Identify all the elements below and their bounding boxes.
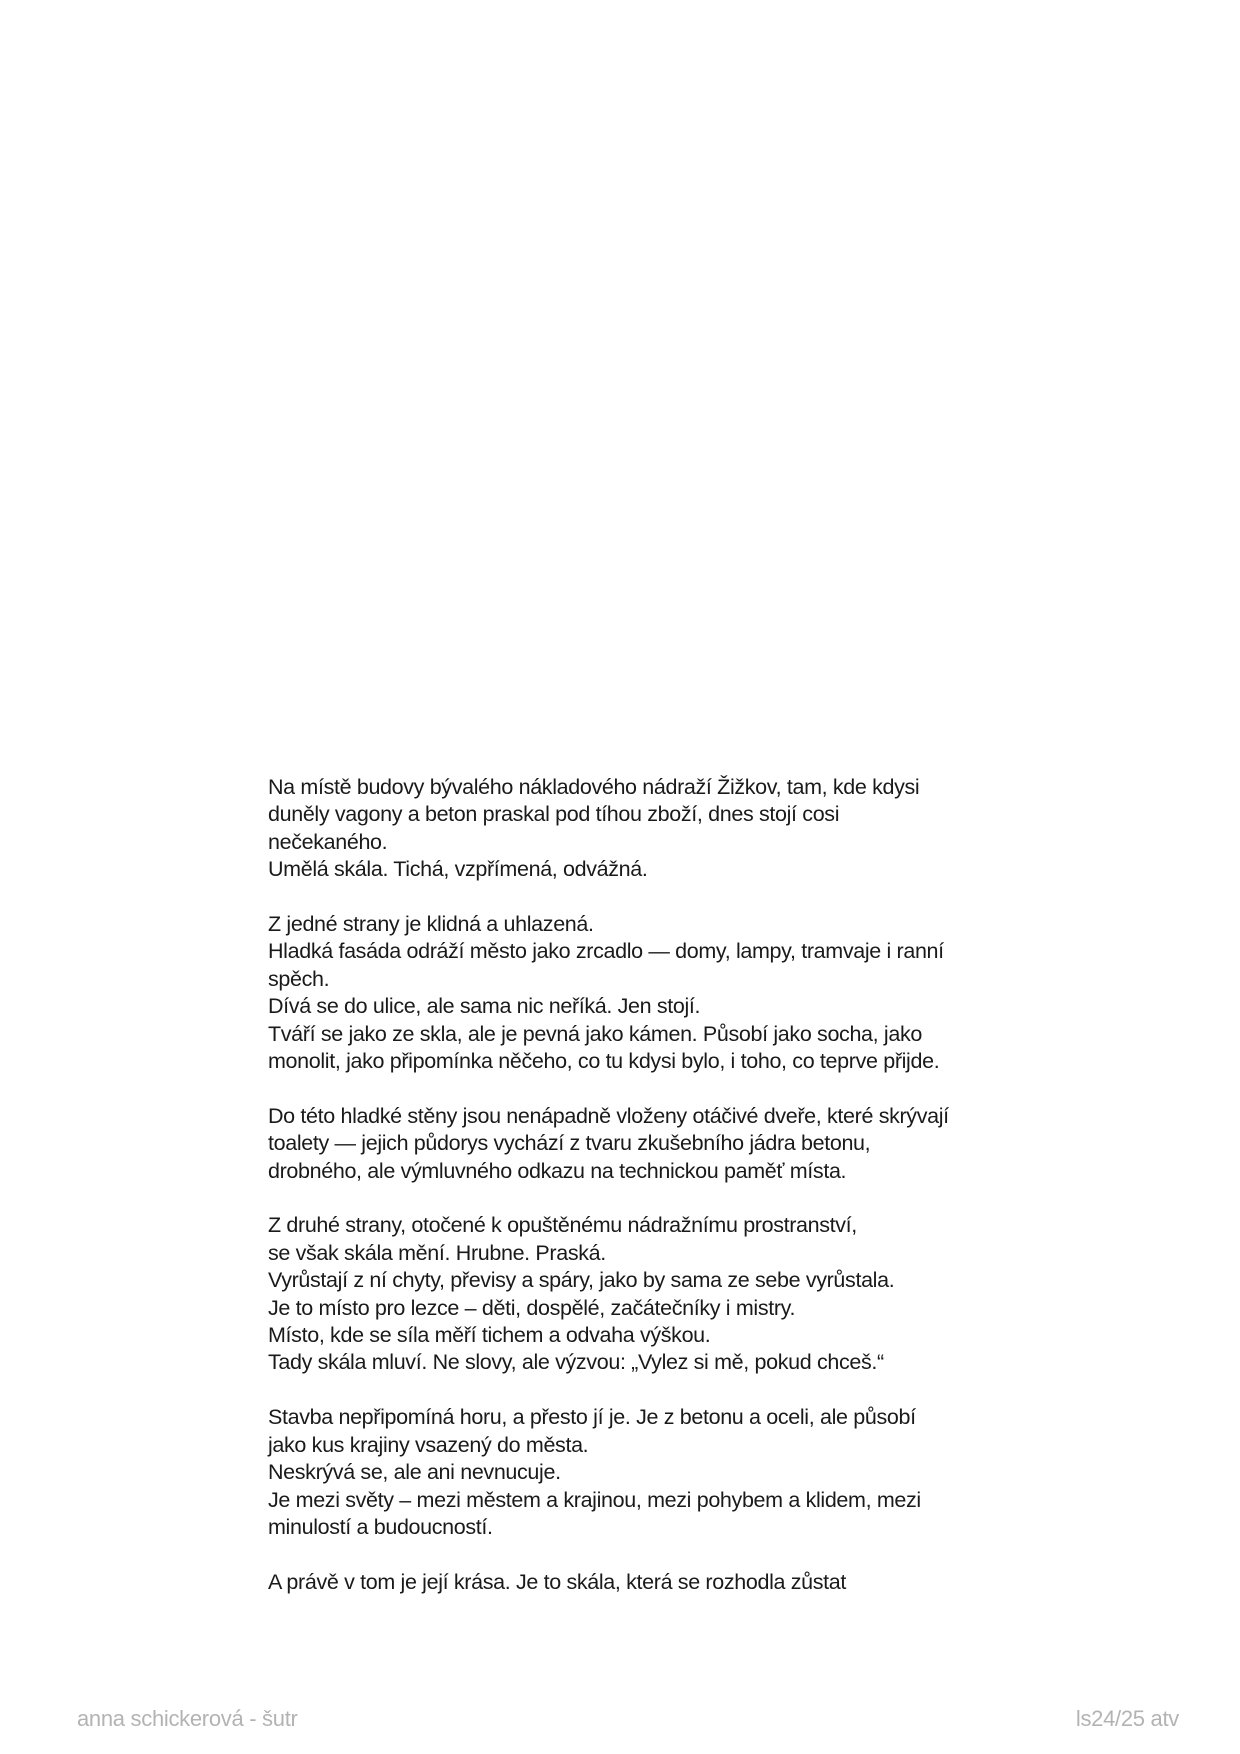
text-line: Tváří se jako ze skla, ale je pevná jako kámen. Působí jako socha, jako [268, 1021, 922, 1046]
paragraph-6 [268, 1569, 988, 1596]
paragraph-2 [268, 911, 988, 1075]
text-line: spěch. [268, 966, 330, 991]
text-line: toalety — jejich půdorys vychází z tvaru zkušebního jádra betonu, [268, 1131, 871, 1156]
text-line: duněly vagony a beton praskal pod tíhou zboží, dnes stojí cosi [268, 802, 840, 827]
body-text [268, 774, 988, 1596]
text-line: Je mezi světy – mezi městem a krajinou, mezi pohybem a klidem, mezi [268, 1487, 921, 1512]
text-line: Hladká fasáda odráží město jako zrcadlo — domy, lampy, tramvaje i ranní [268, 939, 944, 964]
text-line: Z jedné strany je klidná a uhlazená. [268, 912, 594, 937]
paragraph-4 [268, 1212, 988, 1376]
text-line: A právě v tom je její krása. Je to skála, která se rozhodla zůstat [268, 1569, 846, 1594]
text-line: Je to místo pro lezce – děti, dospělé, začátečníky i mistry. [268, 1295, 796, 1320]
text-line: se však skála mění. Hrubne. Praská. [268, 1240, 606, 1265]
text-line: Tady skála mluví. Ne slovy, ale výzvou: „Vylez si mě, pokud chceš.“ [268, 1350, 884, 1375]
text-line: nečekaného. [268, 829, 388, 854]
text-line: Na místě budovy bývalého nákladového nádraží Žižkov, tam, kde kdysi [268, 775, 920, 799]
paragraph-3 [268, 1103, 988, 1185]
text-line: jako kus krajiny vsazený do města. [268, 1432, 589, 1457]
text-line: Dívá se do ulice, ale sama nic neříká. Jen stojí. [268, 994, 701, 1019]
footer-course: ls24/25 atv [1075, 1706, 1179, 1731]
text-line: Neskrývá se, ale ani nevnucuje. [268, 1460, 561, 1485]
text-line: Stavba nepřipomíná horu, a přesto jí je. Je z betonu a oceli, ale působí [268, 1405, 916, 1430]
text-line: Místo, kde se síla měří tichem a odvaha výškou. [268, 1323, 711, 1348]
text-line: minulostí a budoucností. [268, 1514, 493, 1539]
text-line: Vyrůstají z ní chyty, převisy a spáry, jako by sama ze sebe vyrůstala. [268, 1268, 895, 1293]
text-line: drobného, ale výmluvného odkazu na technickou paměť místa. [268, 1158, 847, 1183]
paragraph-1 [268, 774, 988, 884]
text-line: Umělá skála. Tichá, vzpřímená, odvážná. [268, 857, 648, 882]
text-line: Z druhé strany, otočené k opuštěnému nádražnímu prostranství, [268, 1213, 857, 1238]
footer-author: anna schickerová - šutr [77, 1706, 298, 1731]
paragraph-5 [268, 1404, 988, 1541]
text-line: monolit, jako připomínka něčeho, co tu kdysi bylo, i toho, co teprve přijde. [268, 1049, 940, 1074]
text-line: Do této hladké stěny jsou nenápadně vloženy otáčivé dveře, které skrývají [268, 1103, 949, 1128]
